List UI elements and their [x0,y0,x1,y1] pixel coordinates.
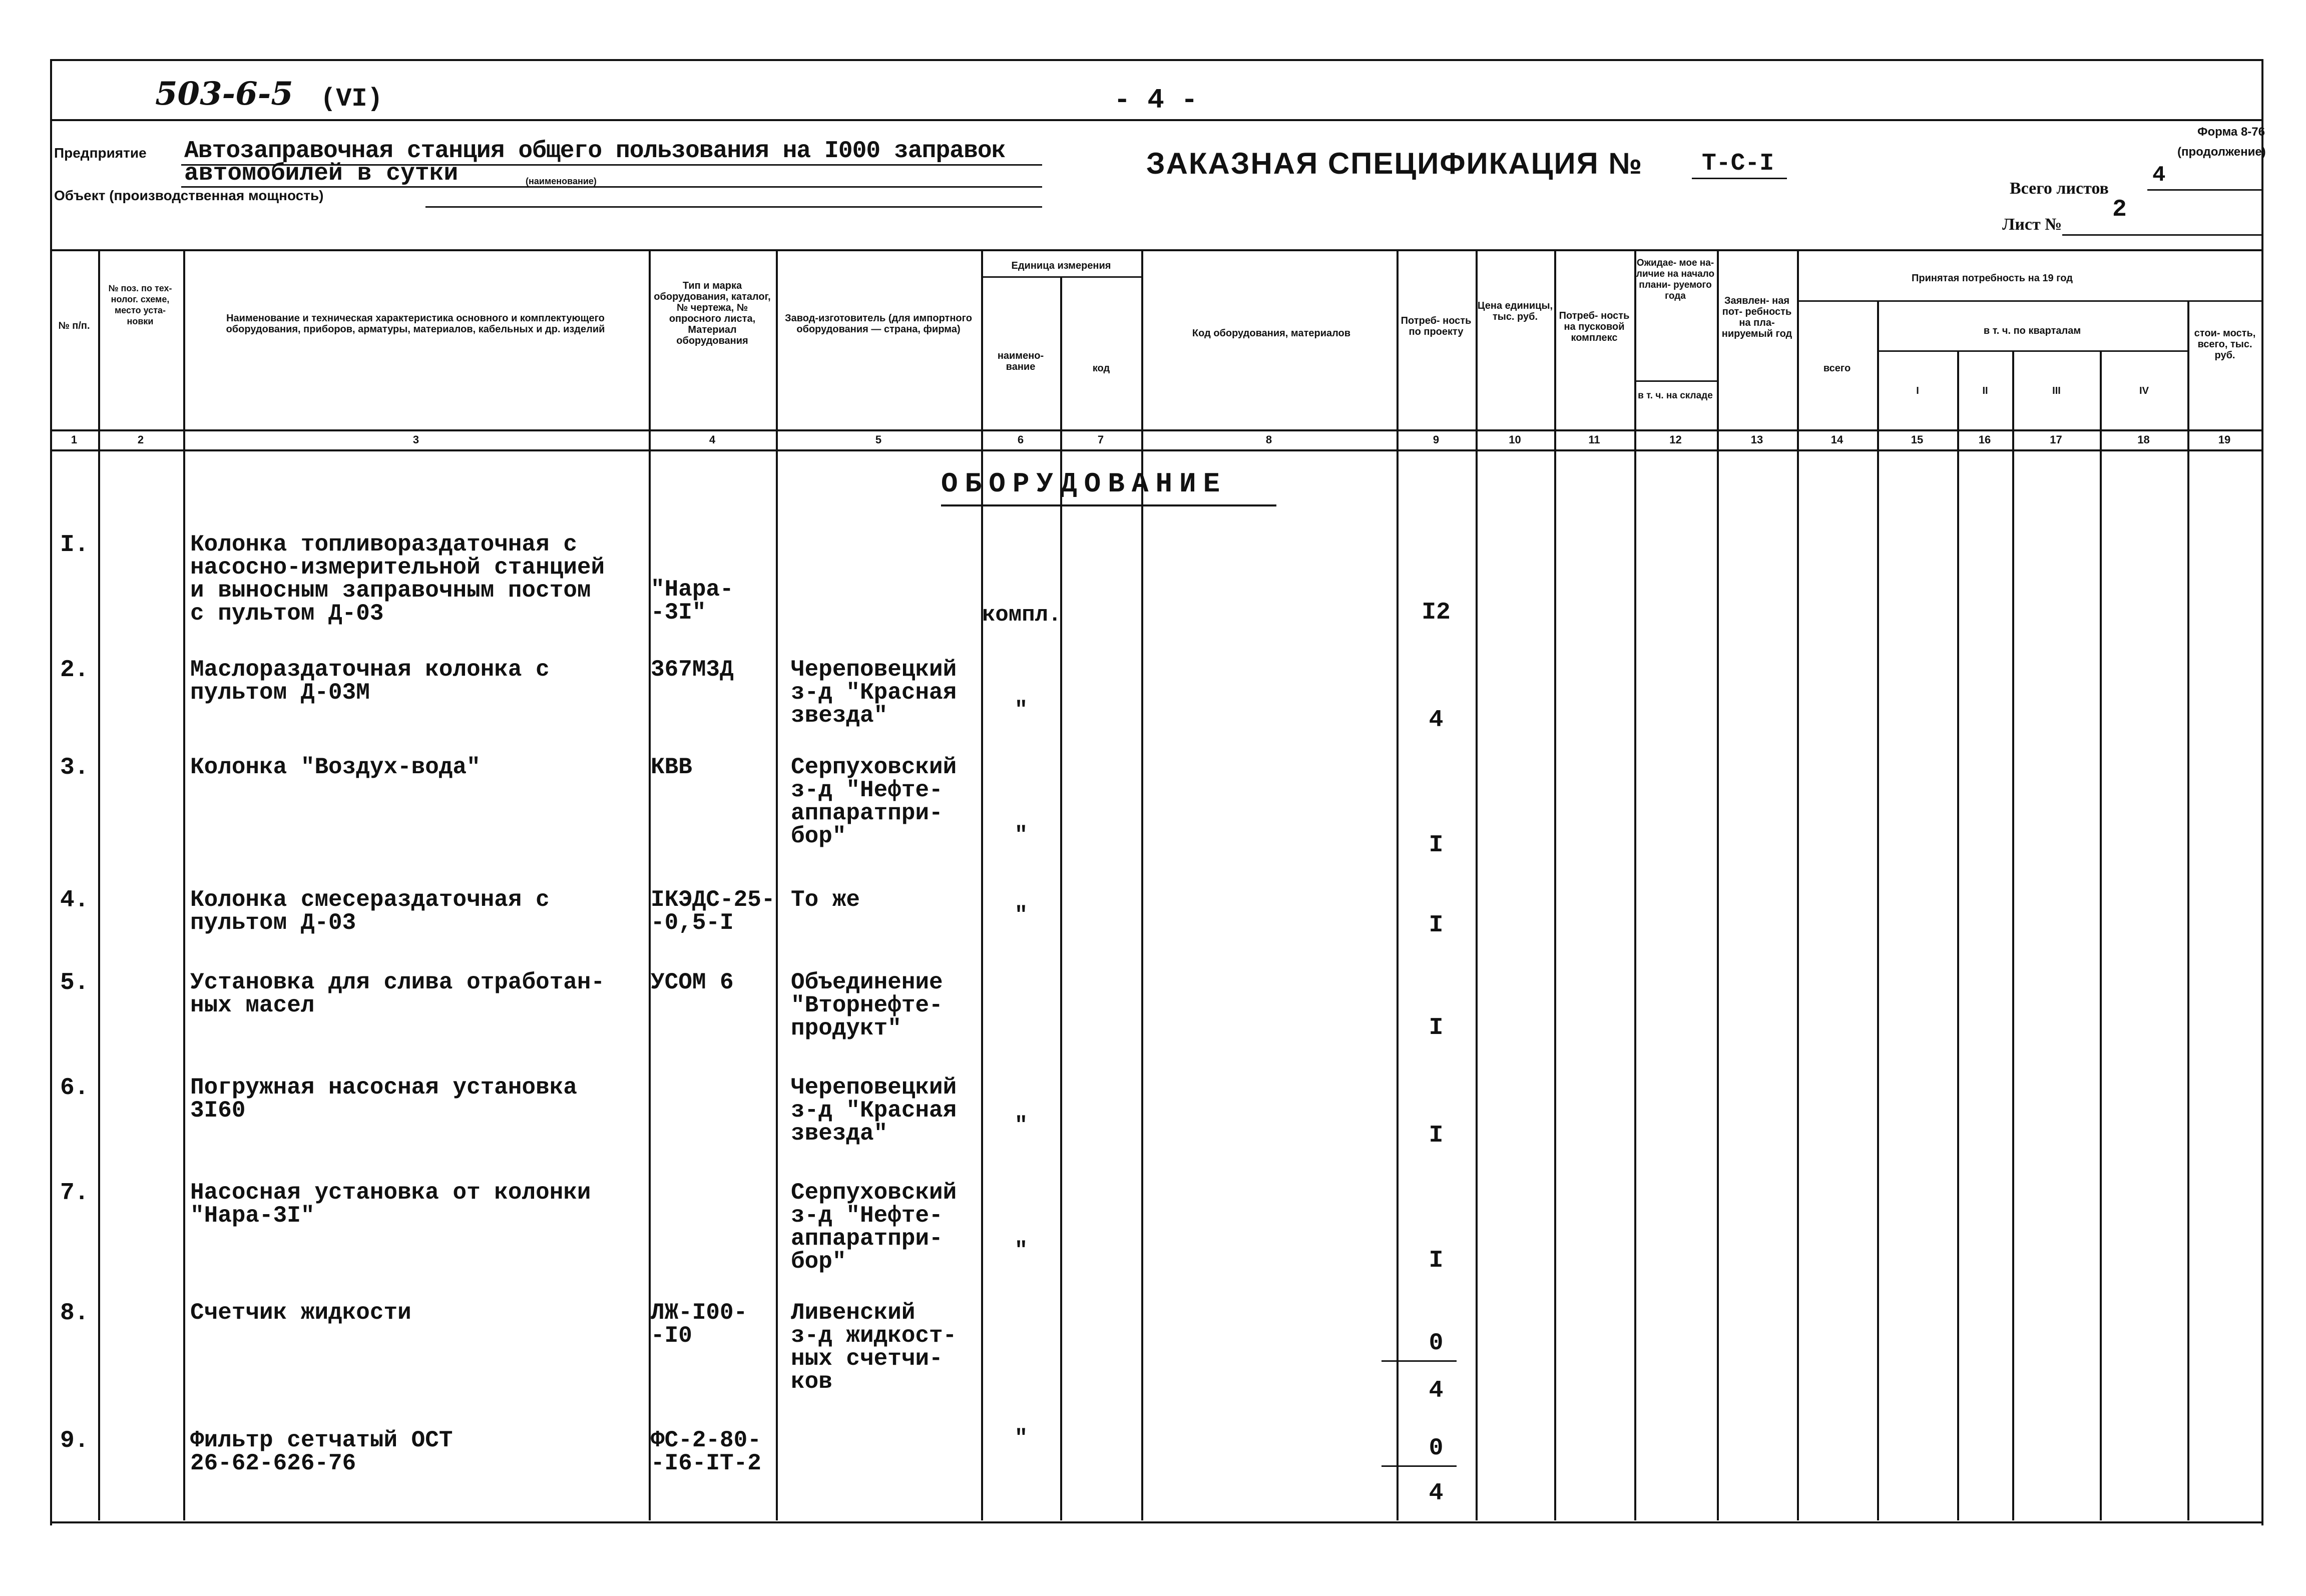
col7-header: код [1092,363,1110,374]
item-type: ФС-2-80- -I6-IТ-2 [651,1427,761,1476]
item-name: Колонка топливораздаточная с насосно-измерительной станцией и выносным заправочным постом с пультом Д-03 [190,531,605,627]
total-sheets-value: 4 [2152,163,2166,188]
col2-header: № поз. по тех- нолог. схеме, место уста- новки [108,283,172,326]
col10-header: Цена единицы, тыс. руб. [1477,300,1553,322]
row-number: 9. [60,1427,89,1454]
row-number: 2. [60,657,89,684]
item-maker: Череповецкий з-д "Красная звезда" [791,657,957,729]
col12-header: Ожидае- мое на- личие на начало плани- руемого года [1636,258,1715,301]
item-quantity: 4 [1429,707,1444,734]
column-number: 8 [1265,433,1272,446]
sheet-label: Лист № [2002,215,2062,234]
enterprise-value-line2: автомобилей в сутки [184,160,458,187]
item-maker: Череповецкий з-д "Красная звезда" [791,1075,957,1147]
column-number: 7 [1097,433,1104,446]
page-number: - 4 - [1114,84,1198,116]
col13-header: Заявлен- ная пот- ребность на пла- нируемый год [1721,295,1792,339]
item-name: Установка для слива отработан- ных масел [190,969,605,1018]
form-sub: (продолжение) [2177,145,2266,159]
item-maker: То же [791,887,860,913]
item-type: ЛЖ-I00- -I0 [651,1300,748,1349]
enterprise-label: Предприятие [54,145,147,161]
column-number: 5 [875,433,882,446]
item-quantity: I [1429,1247,1444,1274]
item-quantity: I2 [1422,599,1451,626]
column-number: 14 [1830,433,1843,446]
col19-header: стои- мость, всего, тыс. руб. [2194,328,2256,361]
total-sheets-label: Всего листов [2010,179,2109,198]
item-quantity: I [1429,1122,1444,1149]
column-number: 17 [2050,433,2062,446]
col12-sub-header: в т. ч. на складе [1638,390,1713,401]
column-number: 16 [1978,433,1991,446]
row-number: 5. [60,969,89,996]
item-unit: " [1014,1113,1028,1138]
enterprise-value-line1: Автозаправочная станция общего пользования на I000 заправок [184,138,1006,165]
item-maker: Серпуховский з-д "Нефте- аппаратпри- бор" [791,1180,957,1275]
item-quantity: 0 [1429,1435,1444,1462]
sheet-value: 2 [2112,196,2127,223]
col4-header: Тип и марка оборудования, каталог, № чертежа, № опросного листа, Материал оборудования [654,280,771,346]
column-number: 2 [137,433,144,446]
column-number: 18 [2137,433,2150,446]
col14-header: всего [1823,363,1851,374]
section-title: ОБОРУДОВАНИЕ [941,468,1227,500]
q2-header: II [1982,385,1988,396]
item-unit: компл. [982,603,1062,628]
item-quantity-2: 4 [1429,1480,1444,1507]
item-unit: " [1014,1426,1028,1451]
row-number: 8. [60,1300,89,1327]
col1-header: № п/п. [58,320,90,331]
object-label: Объект (производственная мощность) [54,188,324,203]
col6-header: наимено- вание [997,350,1044,372]
item-unit: " [1014,698,1028,723]
item-unit: " [1014,1238,1028,1263]
row-number: 6. [60,1075,89,1102]
item-type: "Нара- -3I" [651,577,734,626]
item-type: УСОМ 6 [651,969,734,995]
column-number: 4 [709,433,716,446]
item-name: Насосная установка от колонки "Нара-3I" [190,1180,591,1229]
col9-header: Потреб- ность по проекту [1401,315,1472,337]
item-quantity: 0 [1429,1330,1444,1357]
item-name: Счетчик жидкости [190,1300,411,1326]
column-number: 1 [71,433,78,446]
document-code: 503-6-5 [155,75,293,113]
accepted-header: Принятая потребность на 19 год [1912,273,2073,284]
q4-header: IV [2139,385,2149,396]
item-name: Погружная насосная установка 3I60 [190,1075,577,1124]
row-number: 4. [60,887,89,914]
column-number: 12 [1669,433,1682,446]
item-name: Колонка смесераздаточная с пультом Д-03 [190,887,550,936]
quarters-header: в т. ч. по кварталам [1983,325,2081,336]
item-name: Фильтр сетчатый ОСТ 26-62-626-76 [190,1427,453,1476]
item-maker: Ливенский з-д жидкост- ных счетчи- ков [791,1300,957,1395]
item-maker: Серпуховский з-д "Нефте- аппаратпри- бор" [791,754,957,849]
column-number: 10 [1509,433,1521,446]
item-type: IКЭДС-25- -0,5-I [651,887,775,936]
name-caption: (наименование) [526,176,597,186]
item-quantity: I [1429,912,1444,939]
col5-header: Завод-изготовитель (для импортного оборудования — страна, фирма) [785,313,972,335]
column-number: 6 [1017,433,1024,446]
item-maker: Объединение "Вторнефте- продукт" [791,969,943,1041]
document-title: ЗАКАЗНАЯ СПЕЦИФИКАЦИЯ № [1146,147,1643,180]
column-number: 3 [412,433,419,446]
section-number: (VI) [320,84,383,114]
spec-number: Т-С-I [1702,150,1774,177]
row-number: I. [60,531,89,559]
column-number: 15 [1911,433,1924,446]
column-number: 9 [1433,433,1440,446]
item-type: 367М3Д [651,657,734,683]
column-number: 19 [2218,433,2231,446]
form-label: Форма 8-76 [2197,125,2265,139]
col3-header: Наименование и техническая характеристика основного и комплектующего оборудования, приборов, арматуры, материалов, кабельных и др. изделий [226,313,605,335]
item-unit: " [1014,823,1028,848]
unit-group-header: Единица измерения [1011,260,1111,271]
item-name: Колонка "Воздух-вода" [190,754,481,780]
column-number: 13 [1750,433,1763,446]
item-name: Маслораздаточная колонка с пультом Д-03М [190,657,550,706]
row-number: 7. [60,1180,89,1207]
item-type: КВВ [651,754,692,780]
item-quantity: I [1429,1014,1444,1041]
row-number: 3. [60,754,89,781]
item-unit: " [1014,903,1028,928]
q3-header: III [2052,385,2061,396]
q1-header: I [1916,385,1919,396]
item-quantity-2: 4 [1429,1377,1444,1404]
col11-header: Потреб- ность на пусковой комплекс [1559,310,1630,343]
column-number: 11 [1588,433,1600,446]
item-quantity: I [1429,832,1444,859]
col8-header: Код оборудования, материалов [1192,328,1351,339]
